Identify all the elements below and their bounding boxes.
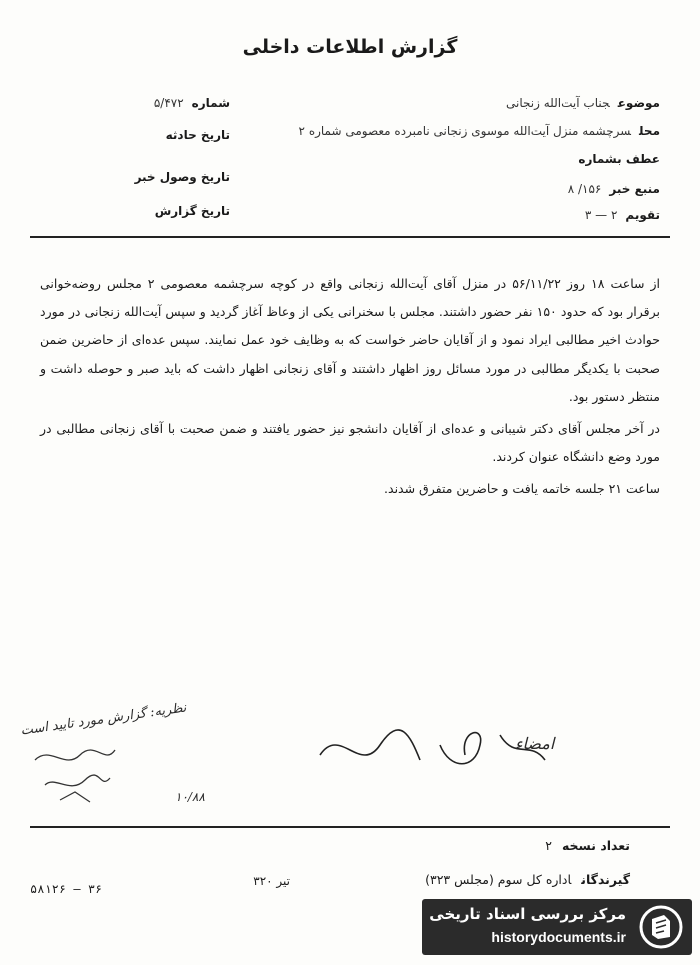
header-incident-date: تاریخ حادثه bbox=[165, 128, 230, 142]
seal-number: ۱۰/۸۸ bbox=[175, 790, 205, 804]
watermark-banner bbox=[422, 899, 692, 955]
footer-divider bbox=[30, 826, 670, 828]
body-paragraph-1: از ساعت ۱۸ روز ۵۶/۱۱/۲۲ در منزل آقای آیت‌الله زنجانی واقع در کوچه سرچشمه معصومی ۲ مجلس روضه‌خوانی برقرار بود که حدود ۱۵۰ نفر حضور داشتند. مجلس با سخنرانی یکی از وعاظ آغاز گردید و سپس آیت‌الله زنجانی در مورد حوادث اخیر مطالبی ایراد نمود و از آقایان حاضر خواست که به وظایف خود عمل نمایند. سپس عده‌ای از حاضرین ضمن صحبت با یکدیگر مطالبی در مورد مسائل روز اظهار داشتند و آقای زنجانی اظهار داشت که باید صبر و حوصله داشت و منتظر دستور بود. bbox=[40, 276, 661, 404]
header-number: شماره۵/۴۷۲ bbox=[153, 96, 230, 110]
header-received-date: تاریخ وصول خبر bbox=[134, 170, 230, 184]
footer-recipients: گیرندگاناداره کل سوم (مجلس ۳۲۳) bbox=[425, 872, 630, 887]
document-title: گزارش اطلاعات داخلی bbox=[242, 36, 458, 58]
header-subject: موضوعجناب آیت‌الله زنجانی bbox=[506, 96, 660, 110]
report-body bbox=[40, 270, 660, 504]
document-number: ۳۶ — ۵۸۱۲۶ bbox=[30, 882, 103, 896]
signature-right: امضاء bbox=[515, 734, 555, 753]
signature-scribble-left bbox=[30, 740, 120, 810]
footer-extra: تیر ۳۲۰ bbox=[253, 874, 290, 888]
header-report-date: تاریخ گزارش bbox=[154, 204, 230, 218]
archive-logo-icon bbox=[638, 905, 684, 949]
header-location: محلسرچشمه منزل آیت‌الله موسوی زنجانی نامبرده معصومی شماره ۲ bbox=[298, 124, 660, 138]
watermark-title: مرکز بررسی اسناد تاریخی bbox=[429, 905, 626, 923]
footer-copies: تعداد نسخه۲ bbox=[545, 838, 630, 853]
handwritten-note: نظریه: گزارش مورد تایید است bbox=[19, 700, 188, 739]
header-reference: عطف بشماره bbox=[578, 152, 660, 166]
header-divider bbox=[30, 236, 670, 238]
watermark-url: historydocuments.ir bbox=[491, 929, 626, 945]
header-source: منبع خبر۱۵۶/ ۸ bbox=[567, 182, 660, 196]
body-paragraph-2: در آخر مجلس آقای دکتر شیبانی و عده‌ای از آقایان دانشجو نیز حضور یافتند و ضمن صحبت با آقای زنجانی مطالبی در مورد وضع دانشگاه عنوان کردند. bbox=[40, 421, 660, 465]
header-calendar: تقویم۲ — ۳ bbox=[584, 208, 660, 222]
body-paragraph-3: ساعت ۲۱ جلسه خاتمه یافت و حاضرین متفرق شدند. bbox=[384, 481, 660, 497]
